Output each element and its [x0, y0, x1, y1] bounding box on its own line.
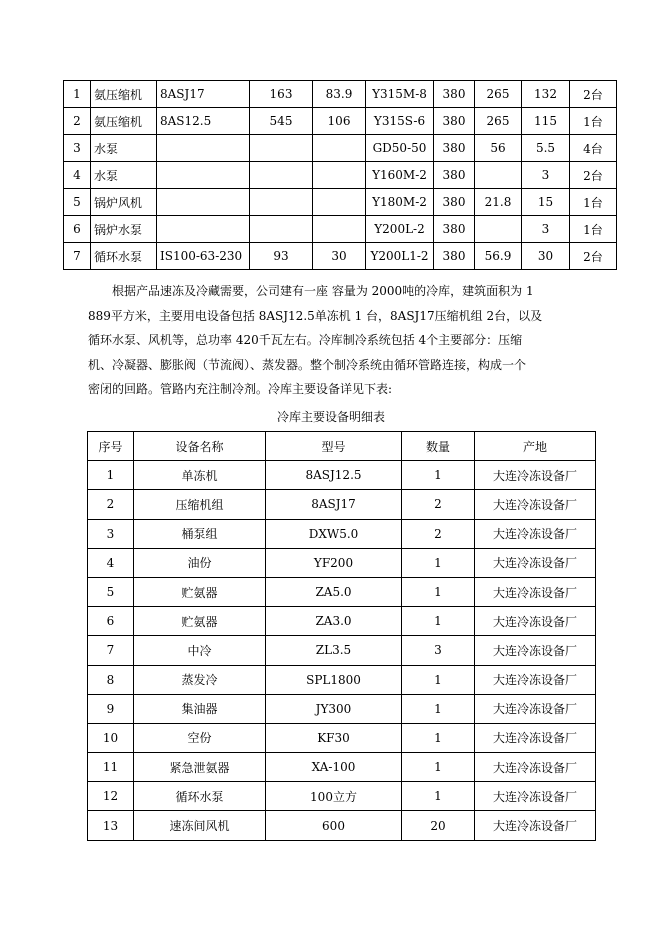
cell-motor: Y315M-8	[366, 81, 434, 108]
cell-model: 8ASJ12.5	[266, 461, 402, 490]
cell-no: 7	[88, 636, 134, 665]
cell-voltage: 380	[434, 81, 475, 108]
cell-power: 132	[522, 81, 570, 108]
cell-v1	[250, 216, 313, 243]
cell-name: 循环水泵	[134, 782, 266, 811]
cell-v2	[313, 135, 366, 162]
cell-name: 氨压缩机	[91, 81, 157, 108]
cell-origin: 大连冷冻设备厂	[475, 665, 596, 694]
cell-name: 水泵	[91, 162, 157, 189]
cell-motor: Y180M-2	[366, 189, 434, 216]
cell-name: 油份	[134, 548, 266, 577]
cell-origin: 大连冷冻设备厂	[475, 461, 596, 490]
cell-name: 贮氨器	[134, 607, 266, 636]
cell-qty: 1台	[570, 216, 617, 243]
cell-v3: 265	[475, 81, 522, 108]
cell-qty: 2	[402, 490, 475, 519]
cell-v2	[313, 162, 366, 189]
cell-no: 10	[88, 723, 134, 752]
cell-v3	[475, 162, 522, 189]
cell-model: 8ASJ17	[157, 81, 250, 108]
cell-qty: 1	[402, 577, 475, 606]
cell-qty: 1台	[570, 108, 617, 135]
cell-no: 1	[88, 461, 134, 490]
cell-qty: 20	[402, 811, 475, 840]
cell-model: XA-100	[266, 753, 402, 782]
cell-no: 2	[64, 108, 91, 135]
cell-model: ZL3.5	[266, 636, 402, 665]
cell-voltage: 380	[434, 135, 475, 162]
cell-no: 4	[88, 548, 134, 577]
cell-no: 12	[88, 782, 134, 811]
cell-voltage: 380	[434, 243, 475, 270]
cell-origin: 大连冷冻设备厂	[475, 636, 596, 665]
equipment-table	[87, 431, 596, 841]
cell-v3	[475, 216, 522, 243]
table-row	[64, 81, 617, 108]
cell-model: IS100-63-230	[157, 243, 250, 270]
cell-qty: 1	[402, 665, 475, 694]
cell-no: 3	[88, 519, 134, 548]
cell-voltage: 380	[434, 162, 475, 189]
cell-model: ZA5.0	[266, 577, 402, 606]
table-row	[64, 162, 617, 189]
cell-no: 4	[64, 162, 91, 189]
table-row	[64, 216, 617, 243]
header-name: 设备名称	[134, 432, 266, 461]
table-row	[88, 753, 596, 782]
cell-origin: 大连冷冻设备厂	[475, 723, 596, 752]
cell-v3: 265	[475, 108, 522, 135]
description-paragraph	[88, 279, 588, 402]
table-row	[64, 243, 617, 270]
cell-qty: 2	[402, 519, 475, 548]
cell-voltage: 380	[434, 216, 475, 243]
cell-name: 氨压缩机	[91, 108, 157, 135]
table-header-row	[88, 432, 596, 461]
paragraph-line: 根据产品速冻及冷藏需要，公司建有一座 容量为 2000吨的冷库，建筑面积为 1	[88, 284, 534, 298]
cell-v2	[313, 216, 366, 243]
cell-v3: 56	[475, 135, 522, 162]
cell-name: 水泵	[91, 135, 157, 162]
cell-model: KF30	[266, 723, 402, 752]
cell-name: 锅炉水泵	[91, 216, 157, 243]
cell-motor: Y200L-2	[366, 216, 434, 243]
table-row	[88, 782, 596, 811]
cell-name: 速冻间风机	[134, 811, 266, 840]
table-row	[88, 694, 596, 723]
table-row	[88, 723, 596, 752]
cell-v3: 21.8	[475, 189, 522, 216]
header-qty: 数量	[402, 432, 475, 461]
cell-motor: Y315S-6	[366, 108, 434, 135]
cell-v3: 56.9	[475, 243, 522, 270]
cell-name: 蒸发冷	[134, 665, 266, 694]
cell-no: 13	[88, 811, 134, 840]
cell-qty: 1	[402, 694, 475, 723]
table-row	[88, 607, 596, 636]
table-row	[88, 665, 596, 694]
cell-qty: 3	[402, 636, 475, 665]
cell-name: 贮氨器	[134, 577, 266, 606]
cell-name: 循环水泵	[91, 243, 157, 270]
cell-name: 中冷	[134, 636, 266, 665]
table-row	[88, 636, 596, 665]
cell-no: 2	[88, 490, 134, 519]
cell-no: 5	[88, 577, 134, 606]
cell-no: 3	[64, 135, 91, 162]
cell-v1	[250, 189, 313, 216]
header-model: 型号	[266, 432, 402, 461]
cell-v1: 93	[250, 243, 313, 270]
cell-model: DXW5.0	[266, 519, 402, 548]
cell-no: 8	[88, 665, 134, 694]
cell-v2: 30	[313, 243, 366, 270]
cell-qty: 2台	[570, 81, 617, 108]
cell-voltage: 380	[434, 108, 475, 135]
cell-no: 7	[64, 243, 91, 270]
cell-model: 100立方	[266, 782, 402, 811]
table-row	[88, 461, 596, 490]
cell-model: 8AS12.5	[157, 108, 250, 135]
cell-power: 3	[522, 216, 570, 243]
cell-model	[157, 216, 250, 243]
cell-power: 5.5	[522, 135, 570, 162]
cell-qty: 1	[402, 607, 475, 636]
cell-motor: Y200L1-2	[366, 243, 434, 270]
cell-origin: 大连冷冻设备厂	[475, 548, 596, 577]
cell-qty: 2台	[570, 243, 617, 270]
table-row	[64, 108, 617, 135]
cell-name: 锅炉风机	[91, 189, 157, 216]
header-no: 序号	[88, 432, 134, 461]
cell-v2: 106	[313, 108, 366, 135]
cell-v1: 545	[250, 108, 313, 135]
table-row	[88, 490, 596, 519]
paragraph-line: 889平方米，主要用电设备包括 8ASJ12.5单冻机 1 台，8ASJ17压缩机组 2台，以及	[88, 308, 543, 323]
cell-name: 空份	[134, 723, 266, 752]
cell-model: 8ASJ17	[266, 490, 402, 519]
paragraph-line: 密闭的回路。管路内充注制冷剂。冷库主要设备详见下表:	[88, 382, 393, 397]
cell-motor: Y160M-2	[366, 162, 434, 189]
cell-origin: 大连冷冻设备厂	[475, 811, 596, 840]
cell-origin: 大连冷冻设备厂	[475, 519, 596, 548]
cell-model	[157, 189, 250, 216]
cell-model: SPL1800	[266, 665, 402, 694]
cell-voltage: 380	[434, 189, 475, 216]
cell-v1	[250, 162, 313, 189]
table-row	[64, 189, 617, 216]
paragraph-line: 循环水泵、风机等，总功率 420千瓦左右。冷库制冷系统包括 4个主要部分：压缩	[88, 333, 523, 348]
cell-power: 15	[522, 189, 570, 216]
cell-origin: 大连冷冻设备厂	[475, 577, 596, 606]
cell-qty: 1	[402, 782, 475, 811]
cell-name: 压缩机组	[134, 490, 266, 519]
cell-no: 9	[88, 694, 134, 723]
table-row	[88, 519, 596, 548]
cell-origin: 大连冷冻设备厂	[475, 782, 596, 811]
cell-motor: GD50-50	[366, 135, 434, 162]
table-row	[88, 577, 596, 606]
paragraph-line: 机、冷凝器、膨胀阀（节流阀）、蒸发器。整个制冷系统由循环管路连接，构成一个	[88, 357, 527, 372]
cell-model: ZA3.0	[266, 607, 402, 636]
motor-table	[63, 80, 617, 270]
cell-origin: 大连冷冻设备厂	[475, 694, 596, 723]
cell-power: 30	[522, 243, 570, 270]
cell-no: 6	[88, 607, 134, 636]
cell-name: 紧急泄氨器	[134, 753, 266, 782]
cell-model: JY300	[266, 694, 402, 723]
cell-model	[157, 162, 250, 189]
cell-qty: 4台	[570, 135, 617, 162]
cell-qty: 1	[402, 723, 475, 752]
cell-model: 600	[266, 811, 402, 840]
table-row	[64, 135, 617, 162]
cell-no: 1	[64, 81, 91, 108]
cell-no: 11	[88, 753, 134, 782]
cell-no: 6	[64, 216, 91, 243]
cell-power: 115	[522, 108, 570, 135]
cell-power: 3	[522, 162, 570, 189]
cell-v2: 83.9	[313, 81, 366, 108]
cell-no: 5	[64, 189, 91, 216]
cell-v1: 163	[250, 81, 313, 108]
cell-qty: 1台	[570, 189, 617, 216]
cell-model	[157, 135, 250, 162]
cell-origin: 大连冷冻设备厂	[475, 607, 596, 636]
cell-qty: 1	[402, 753, 475, 782]
cell-name: 桶泵组	[134, 519, 266, 548]
table-row	[88, 548, 596, 577]
table-row	[88, 811, 596, 840]
cell-v2	[313, 189, 366, 216]
cell-v1	[250, 135, 313, 162]
cell-qty: 2台	[570, 162, 617, 189]
header-origin: 产地	[475, 432, 596, 461]
cell-origin: 大连冷冻设备厂	[475, 490, 596, 519]
cell-qty: 1	[402, 548, 475, 577]
cell-name: 单冻机	[134, 461, 266, 490]
cell-origin: 大连冷冻设备厂	[475, 753, 596, 782]
cell-name: 集油器	[134, 694, 266, 723]
table-caption: 冷库主要设备明细表	[276, 410, 385, 424]
cell-qty: 1	[402, 461, 475, 490]
cell-model: YF200	[266, 548, 402, 577]
